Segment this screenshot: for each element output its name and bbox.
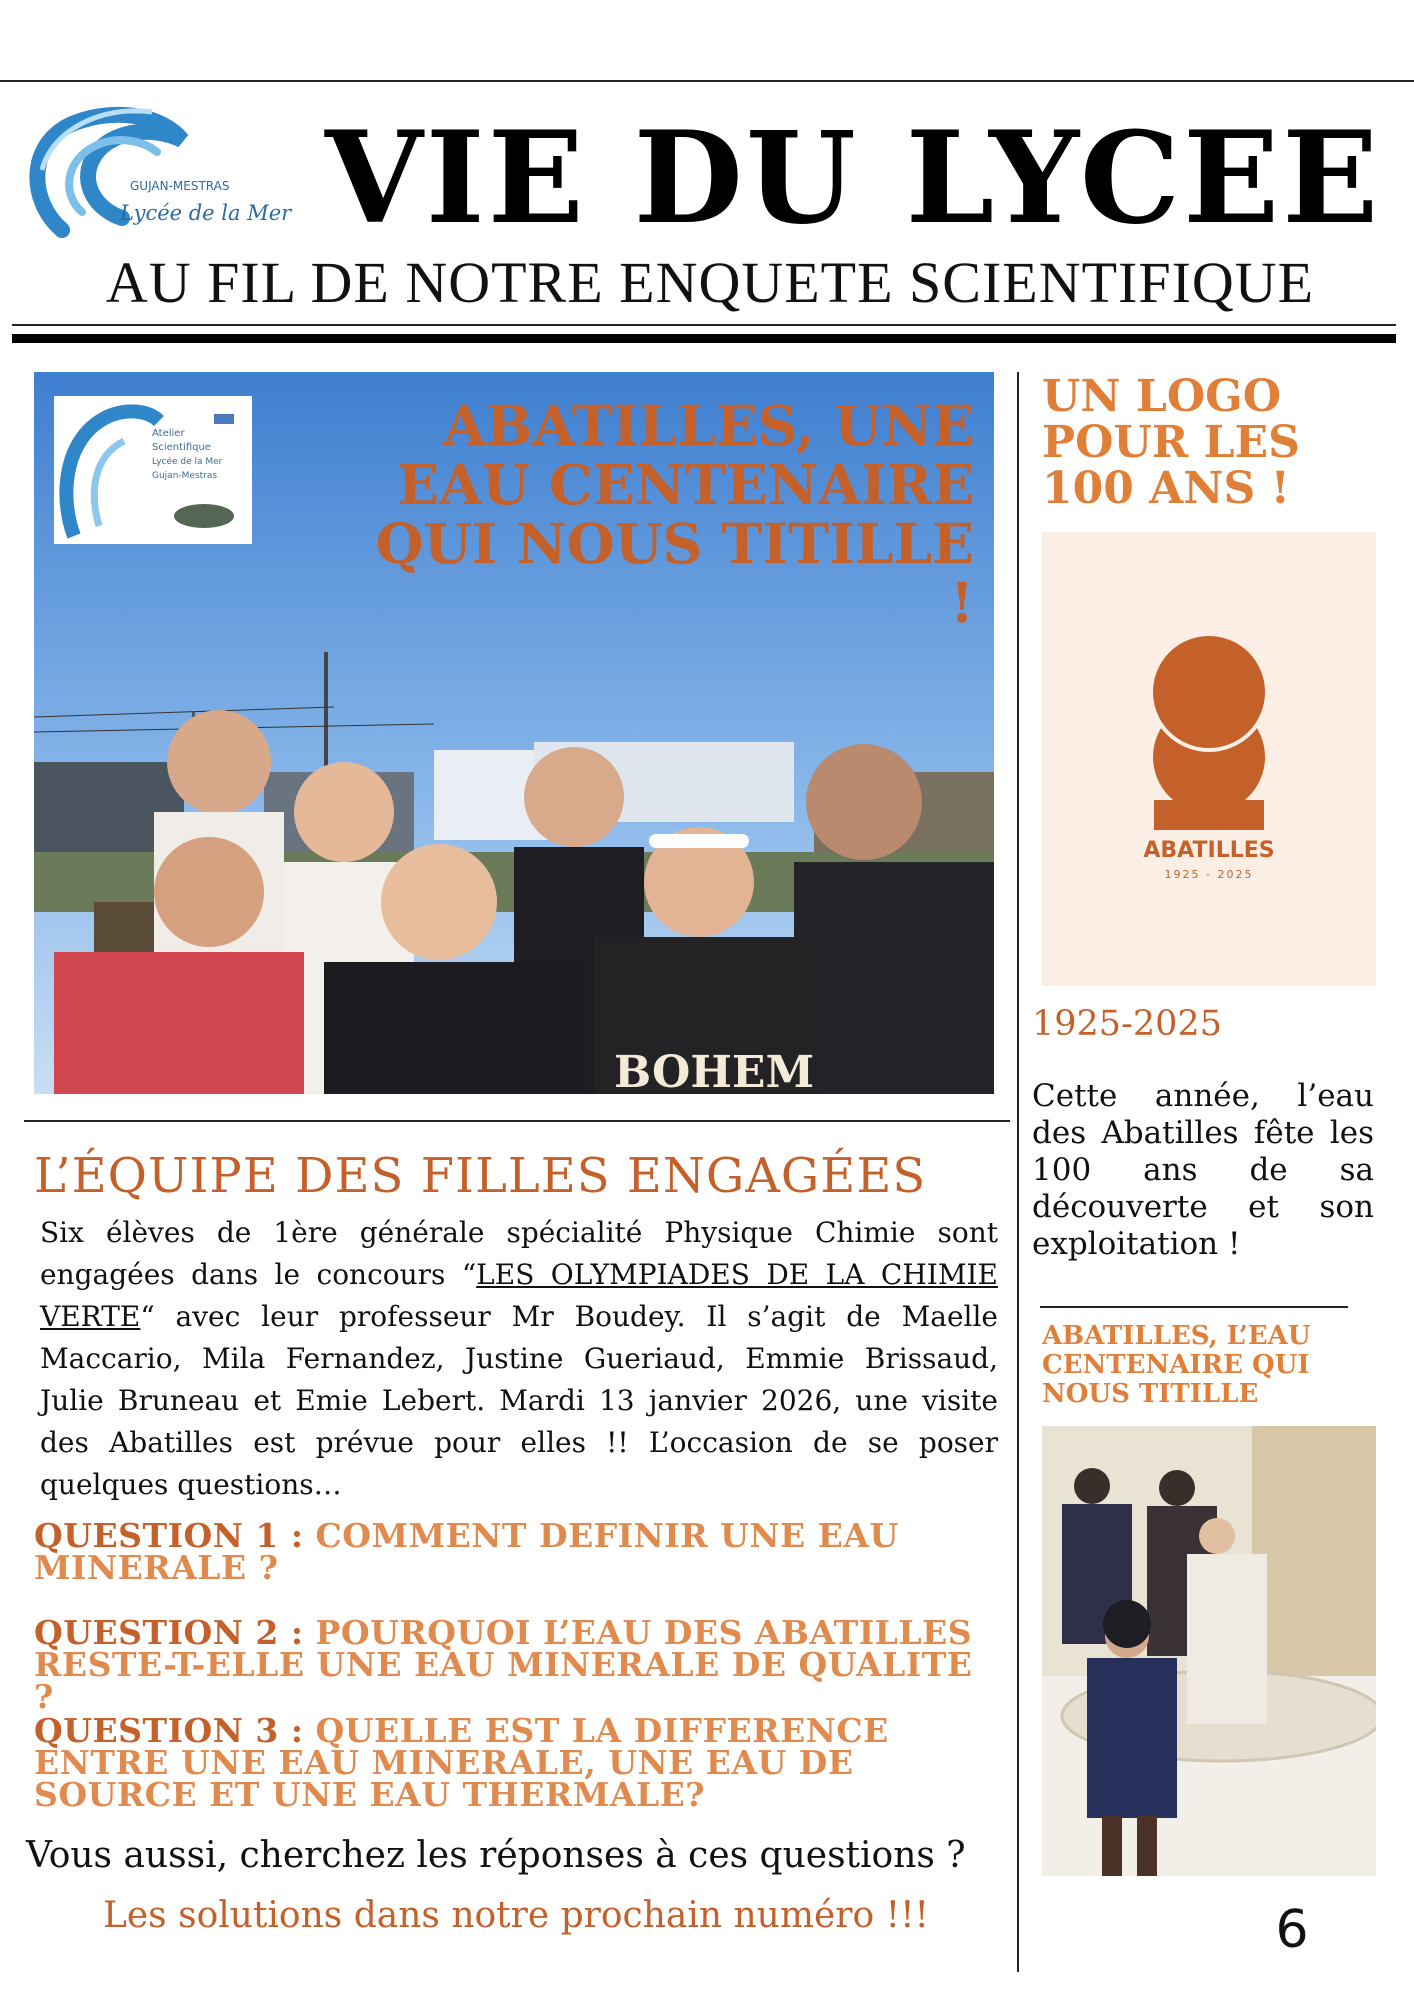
question-2	[34, 1613, 994, 1716]
contest-link[interactable]: LES OLYMPIADES DE LA CHIMIE VERTE	[40, 1258, 998, 1333]
centenary-logo-brand: ABATILLES	[1143, 838, 1275, 863]
sidebar-rule	[1040, 1306, 1348, 1308]
photo-headline-line1: ABATILLES, UNE	[443, 393, 974, 458]
article-body	[40, 1212, 998, 1506]
article-body-intro: Six élèves de 1ère générale spécialité Physique Chimie sont engagées dans le concours “	[40, 1216, 998, 1291]
photo-headline-line3: QUI NOUS TITILLE !	[375, 511, 974, 635]
sidebar-body: Cette année, l’eau des Abatilles fête les 100 ans de sa découverte et son exploitation !	[1032, 1078, 1374, 1262]
question-3-label: QUESTION 3 :	[34, 1711, 304, 1750]
school-logo	[22, 100, 312, 250]
question-3-text: QUELLE EST LA DIFFERENCE ENTRE UNE EAU MINERALE, UNE EAU DE SOURCE ET UNE EAU THERMALE?	[34, 1711, 889, 1814]
vintage-photo	[1042, 1426, 1376, 1876]
year-range: 1925-2025	[1032, 1004, 1222, 1044]
sidebar-title: UN LOGO POUR LES 100 ANS !	[1042, 371, 1300, 514]
photo-headline	[334, 393, 974, 635]
atelier-badge-line4: Gujan-Mestras	[152, 471, 218, 481]
question-1	[34, 1516, 994, 1587]
question-2-text: POURQUOI L’EAU DES ABATILLES RESTE-T-ELLE UNE EAU MINERALE DE QUALITE ?	[34, 1613, 973, 1716]
photo-bottom-rule	[24, 1120, 1010, 1122]
centenary-logo-years: 1925 - 2025	[1164, 868, 1254, 881]
school-logo-line2: Lycée de la Mer	[120, 201, 292, 225]
atelier-badge	[54, 396, 252, 544]
call-to-action: Vous aussi, cherchez les réponses à ces questions ?	[26, 1835, 966, 1876]
centenary-logo	[1042, 532, 1376, 986]
photo-headline-line2: EAU CENTENAIRE	[397, 452, 974, 517]
question-3	[34, 1711, 1014, 1814]
sidebar-subtitle: ABATILLES, L’EAU CENTENAIRE QUI NOUS TITILLE	[1042, 1321, 1311, 1409]
atelier-badge-line2: Scientifique	[152, 442, 211, 453]
school-logo-line1: GUJAN-MESTRAS	[130, 179, 230, 193]
masthead-subtitle: AU FIL DE NOTRE ENQUETE SCIENTIFIQUE	[105, 250, 1315, 315]
shirt-text: BOHEM	[614, 1047, 815, 1094]
masthead-title: VIE DU LYCEE	[325, 104, 1382, 252]
question-1-text: COMMENT DEFINIR UNE EAU MINERALE ?	[34, 1516, 899, 1587]
article-body-rest: “ avec leur professeur Mr Boudey. Il s’agit de Maelle Maccario, Mila Fernandez, Justine Gueriaud, Emmie Brissaud, Julie Bruneau et Emie Lebert. Mardi 13 janvier 2026, une visite des Abatilles est prévue pour elles !! L’occasion de se poser quelques questions…	[40, 1300, 998, 1501]
header-thin-rule	[12, 324, 1396, 326]
column-divider	[1017, 372, 1019, 1972]
atelier-badge-line3: Lycée de la Mer	[152, 457, 223, 467]
solutions-teaser: Les solutions dans notre prochain numéro !!!	[102, 1895, 930, 1936]
header-thick-rule	[12, 334, 1396, 343]
team-photo	[34, 372, 994, 1094]
question-1-label: QUESTION 1 :	[34, 1516, 304, 1555]
article-title: L’ÉQUIPE DES FILLES ENGAGÉES	[34, 1148, 927, 1204]
page-number: 6	[1275, 1900, 1309, 1960]
question-2-label: QUESTION 2 :	[34, 1613, 304, 1652]
atelier-badge-line1: Atelier	[152, 428, 185, 439]
top-rule	[0, 80, 1414, 82]
